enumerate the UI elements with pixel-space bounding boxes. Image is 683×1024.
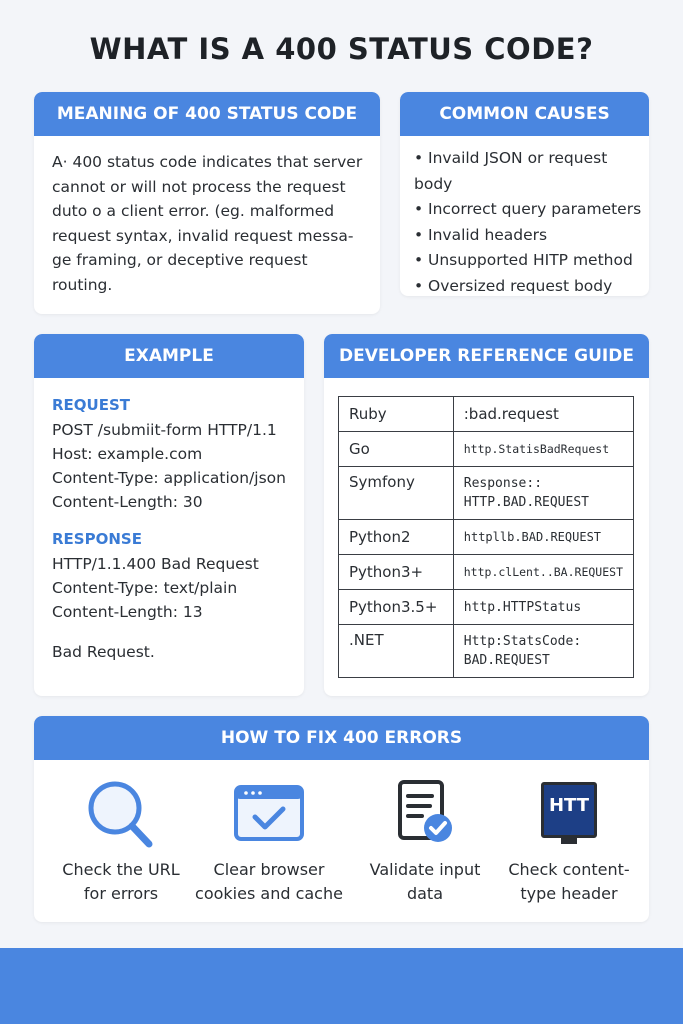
fix-label-line: cookies and cache [195, 884, 343, 903]
response-line: HTTP/1.1.400 Bad Request [52, 555, 259, 573]
meaning-line: A· 400 status code indicates that server [52, 153, 363, 171]
http-header-icon [494, 778, 644, 848]
fix-item-check-url [46, 778, 196, 906]
reference-table [338, 396, 634, 678]
table-cell-value: http.HTTPStatus [453, 590, 633, 625]
fix-label-line: Check the URL [62, 860, 180, 879]
meaning-line: request syntax, invalid request messa- [52, 226, 354, 245]
table-cell-lang: .NET [339, 625, 454, 678]
reference-card [324, 334, 649, 696]
reference-header: DEVELOPER REFERENCE GUIDE [324, 334, 649, 378]
fix-label-line: Validate input [369, 860, 481, 879]
causes-header: COMMON CAUSES [400, 92, 649, 136]
table-row [339, 520, 634, 555]
fix-card [34, 716, 649, 922]
table-cell-lang: Python3.5+ [339, 590, 454, 625]
footer-bar [0, 948, 683, 1024]
table-row [339, 397, 634, 432]
fix-item-validate-input [350, 778, 500, 906]
document-check-icon [350, 778, 500, 848]
response-line: Content-Type: text/plain [52, 579, 238, 597]
request-line: Content-Type: application/json [52, 469, 286, 487]
fix-label-line: data [406, 884, 444, 903]
response-line: Content-Length: 13 [52, 603, 203, 621]
meaning-line: duto o a client error. (eg. malformed [52, 202, 335, 220]
table-row [339, 590, 634, 625]
http-badge-text: HTT [548, 795, 590, 816]
table-cell-value: http.clLent..BA.REQUEST [453, 555, 633, 590]
causes-list [400, 136, 649, 296]
list-item: • Unsupported HITP method [414, 248, 649, 274]
fix-header: HOW TO FIX 400 ERRORS [34, 716, 649, 760]
fix-label-line: type header [520, 884, 618, 903]
table-row [339, 555, 634, 590]
meaning-header: MEANING OF 400 STATUS CODE [34, 92, 380, 136]
example-header: EXAMPLE [34, 334, 304, 378]
request-line: POST /submiit-form HTTP/1.1 [52, 421, 277, 439]
table-cell-value: Http:StatsCode: BAD.REQUEST [453, 625, 633, 678]
table-row [339, 467, 634, 520]
example-card [34, 334, 304, 696]
page-title: WHAT IS A 400 STATUS CODE? [89, 32, 594, 66]
response-body: Bad Request. [52, 643, 155, 661]
browser-check-icon [194, 778, 344, 848]
meaning-line: ge framing, or deceptive request [52, 251, 308, 269]
table-row [339, 432, 634, 467]
list-item: • Incorrect query parameters [414, 197, 649, 223]
table-cell-value: http.StatisBadRequest [453, 432, 633, 467]
meaning-line: cannot or will not process the request [52, 177, 346, 196]
table-cell-lang: Symfony [339, 467, 454, 520]
fix-item-check-header [494, 778, 644, 906]
list-item: • Oversized request body [414, 274, 649, 297]
fix-item-clear-cookies [194, 778, 344, 906]
request-label: REQUEST [52, 396, 131, 414]
causes-card [400, 92, 649, 296]
table-cell-lang: Go [339, 432, 454, 467]
meaning-line: routing. [52, 275, 113, 294]
table-cell-lang: Ruby [339, 397, 454, 432]
table-cell-value: httpllb.BAD.REQUEST [453, 520, 633, 555]
fix-label-line: Clear browser [213, 860, 325, 879]
list-item: • Invaild JSON or request body [414, 146, 649, 197]
fix-label-line: Check content- [508, 860, 630, 879]
response-label: RESPONSE [52, 530, 142, 548]
magnifier-icon [46, 778, 196, 848]
table-cell-value: Response:: HTTP.BAD.REQUEST [453, 467, 633, 520]
fix-label-line: for errors [83, 884, 159, 903]
request-line: Host: example.com [52, 445, 203, 463]
table-cell-value: :bad.request [453, 397, 633, 432]
list-item: • Invalid headers [414, 223, 649, 249]
meaning-card [34, 92, 380, 314]
table-row [339, 625, 634, 678]
table-cell-lang: Python2 [339, 520, 454, 555]
meaning-text [34, 136, 380, 297]
request-line: Content-Length: 30 [52, 493, 203, 511]
table-cell-lang: Python3+ [339, 555, 454, 590]
